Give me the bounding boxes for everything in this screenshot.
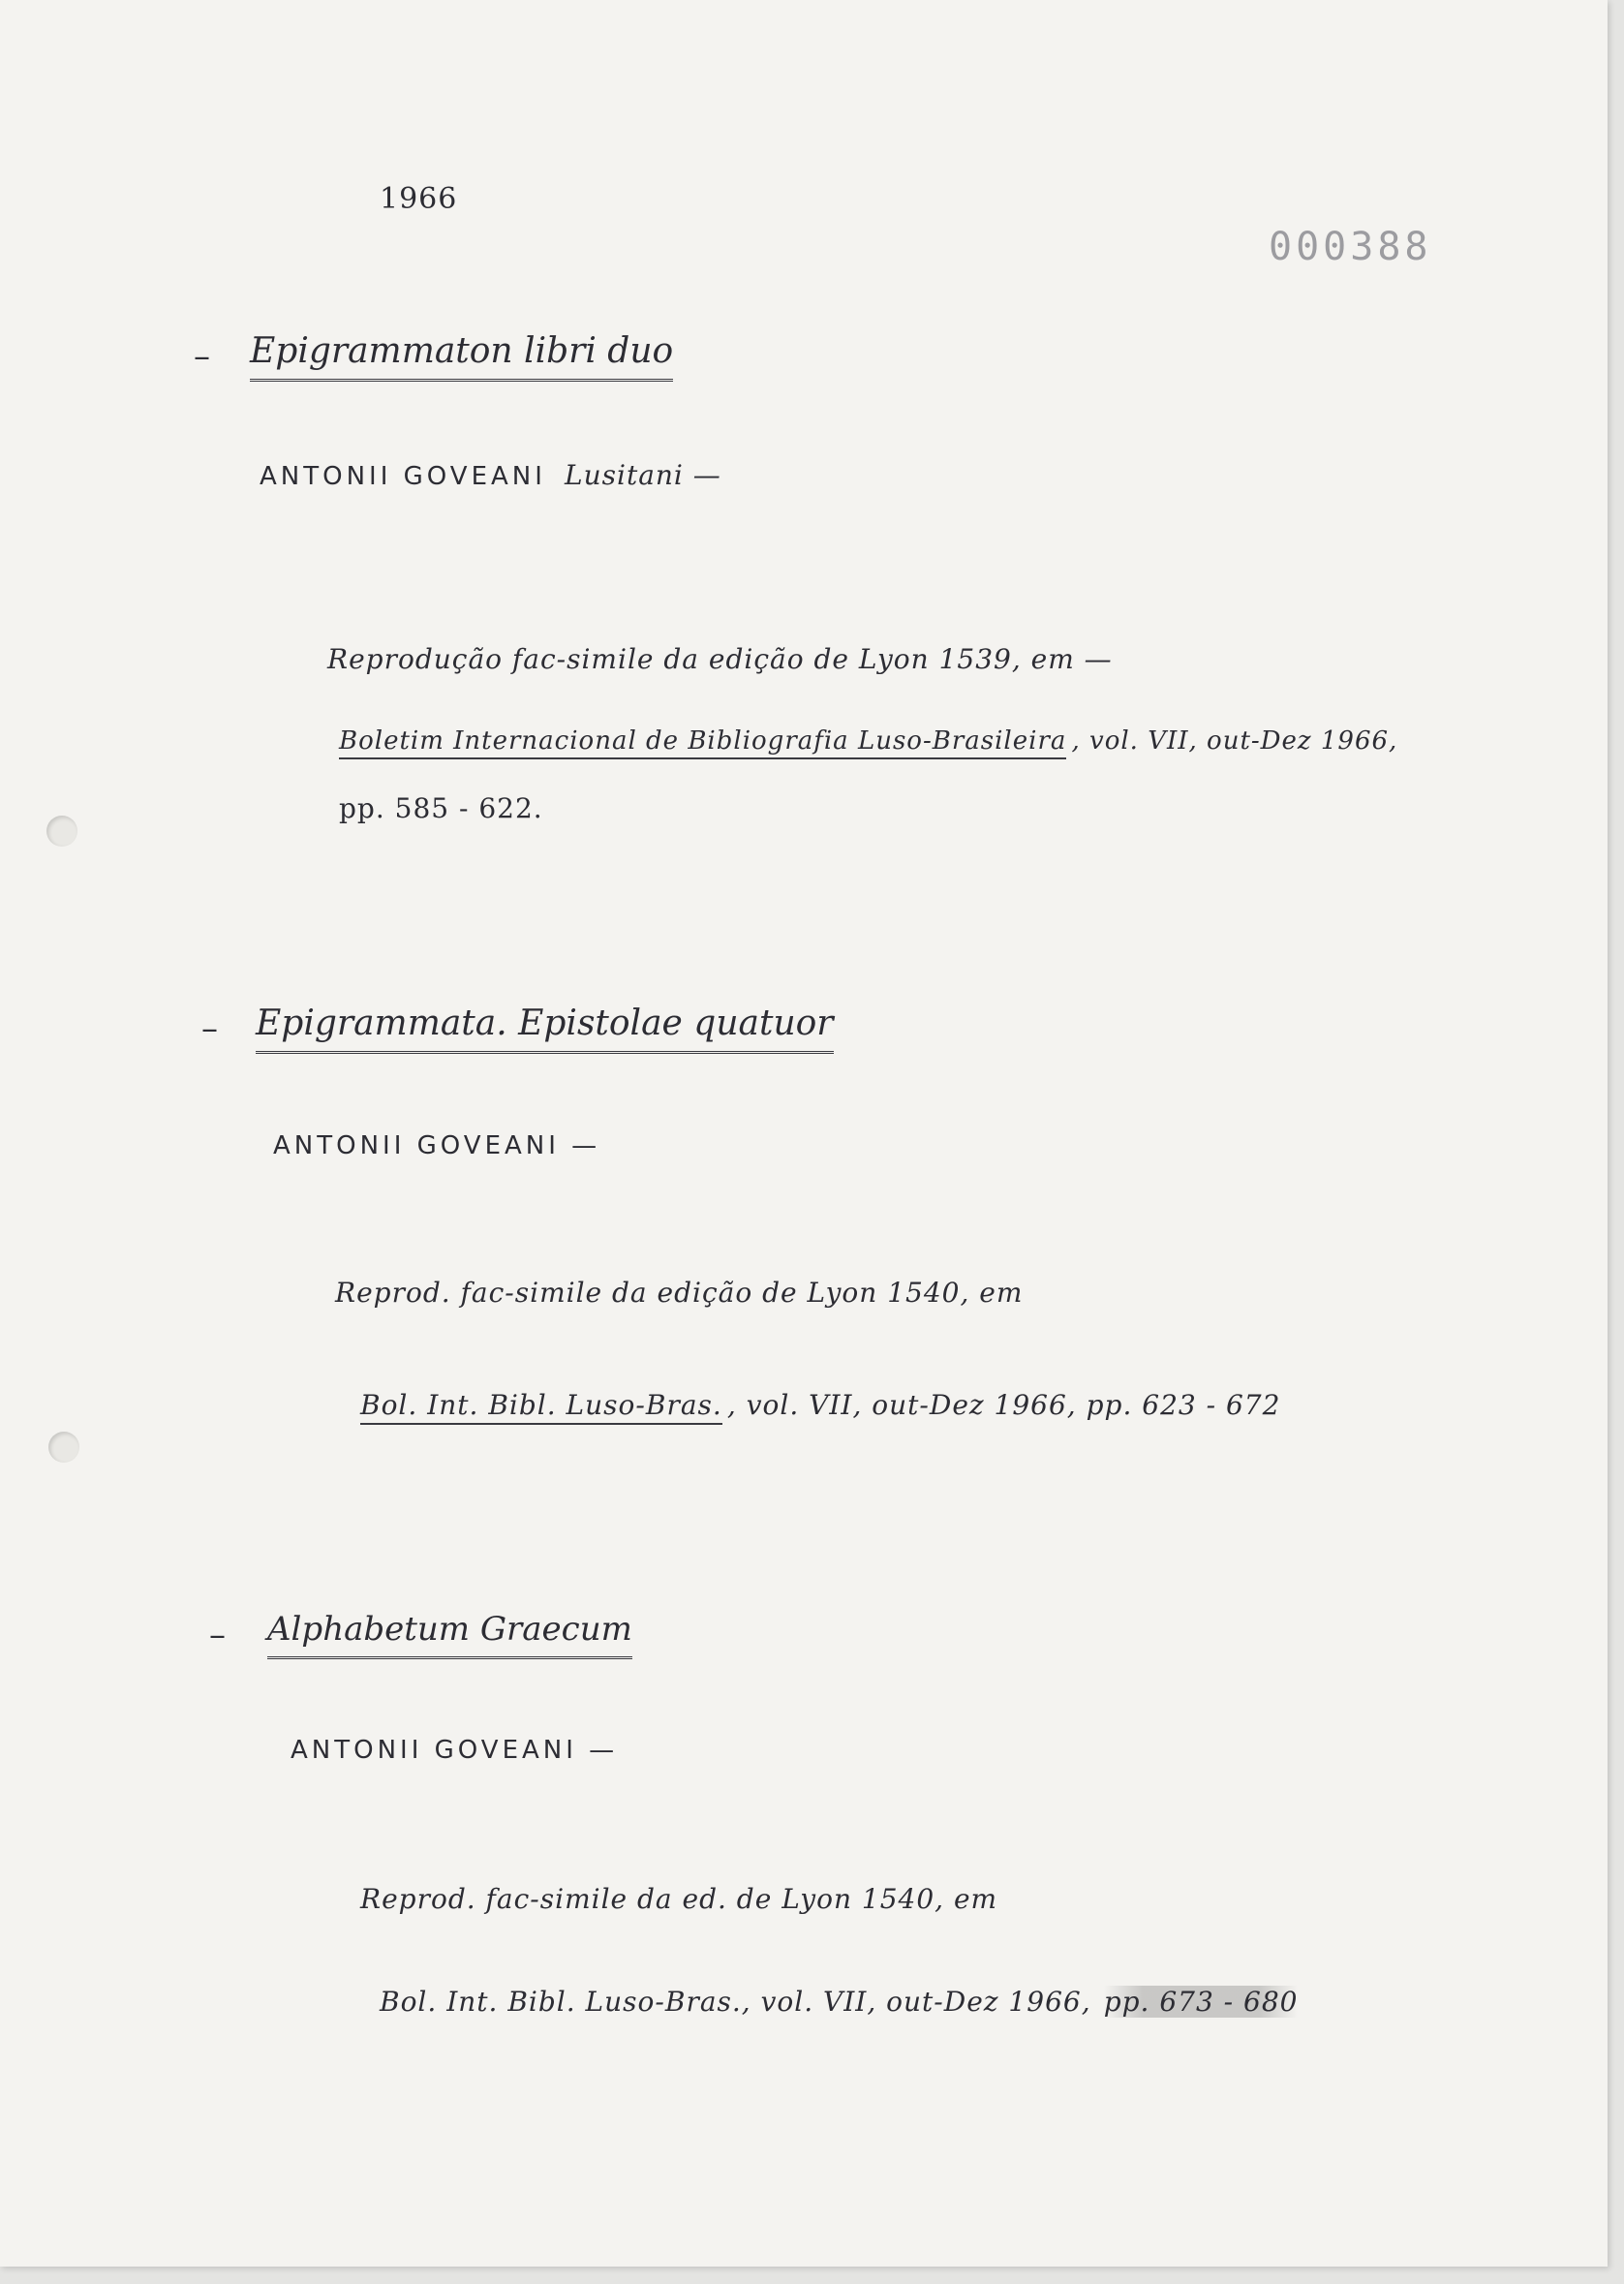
entry-2-author: ANTONII GOVEANI —: [273, 1131, 601, 1160]
year-heading: 1966: [380, 182, 458, 216]
entry-1-line-2: [339, 726, 1397, 756]
entry-1-author-line: [260, 459, 721, 491]
entry-2-journal-details: , vol. VII, out-Dez 1966, pp. 623 - 672: [726, 1389, 1281, 1421]
entry-1-author-suffix: Lusitani —: [565, 459, 721, 491]
entry-3-title: Alphabetum Graecum: [267, 1610, 632, 1659]
entry-2-journal-title: Bol. Int. Bibl. Luso-Bras.: [360, 1389, 722, 1425]
entry-2-line-2: [360, 1389, 1280, 1421]
entry-3-line-1: Reprod. fac-simile da ed. de Lyon 1540, em: [360, 1883, 998, 1915]
entry-3-author: ANTONII GOVEANI —: [291, 1736, 619, 1765]
punch-hole-top: [46, 816, 77, 847]
catalog-stamp-number: 000388: [1269, 225, 1432, 269]
entry-1-line-1: Reprodução fac-simile da edição de Lyon 1539, em —: [327, 643, 1113, 675]
punch-hole-bottom: [48, 1432, 79, 1463]
entry-1-title: Epigrammaton libri duo: [250, 331, 673, 382]
entry-2-line-1: Reprod. fac-simile da edição de Lyon 1540, em: [335, 1277, 1024, 1309]
entry-1-dash: –: [194, 337, 211, 376]
entry-2-title: Epigrammata. Epistolae quatuor: [256, 1003, 834, 1054]
entry-1-author: ANTONII GOVEANI: [260, 462, 546, 491]
entry-3-journal-ref: Bol. Int. Bibl. Luso-Bras., vol. VII, out-Dez 1966,: [380, 1986, 1091, 2018]
entry-1-journal-details: , vol. VII, out-Dez 1966,: [1071, 726, 1398, 756]
entry-3-pages: pp. 673 - 680: [1103, 1986, 1299, 2018]
entry-3-dash: –: [209, 1616, 227, 1654]
entry-3-line-2: [380, 1986, 1298, 2018]
entry-2-dash: –: [201, 1009, 219, 1048]
entry-1-line-3: pp. 585 - 622.: [339, 792, 543, 824]
entry-1-journal-title: Boletim Internacional de Bibliografia Luso-Brasileira: [339, 726, 1066, 759]
